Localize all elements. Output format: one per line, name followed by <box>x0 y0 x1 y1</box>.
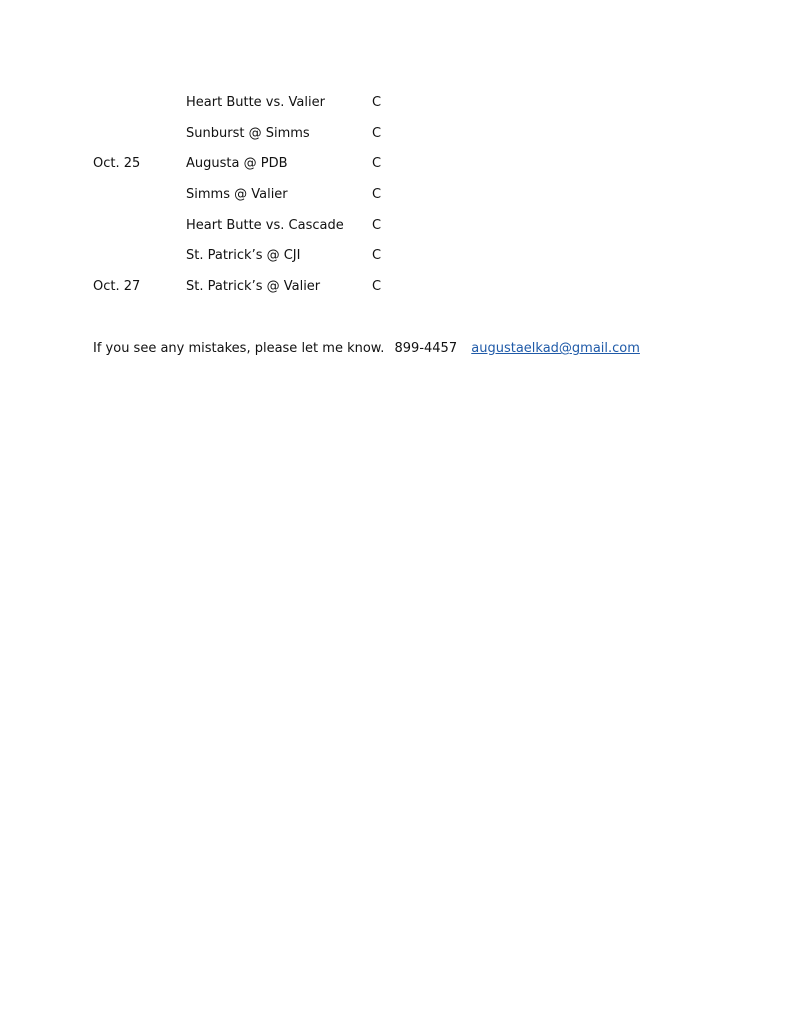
schedule-level: C <box>372 187 382 203</box>
schedule-row <box>93 154 513 185</box>
schedule-game: Simms @ Valier <box>186 187 288 203</box>
schedule-game: Sunburst @ Simms <box>186 125 310 141</box>
schedule-date: Oct. 25 <box>93 156 141 172</box>
schedule-row <box>93 93 513 124</box>
schedule-level: C <box>372 279 382 295</box>
schedule-row <box>93 185 513 216</box>
schedule-row <box>93 277 513 308</box>
schedule-date: Oct. 27 <box>93 279 141 295</box>
schedule-row <box>93 216 513 247</box>
schedule-level: C <box>372 217 382 233</box>
schedule-game: St. Patrick’s @ Valier <box>186 279 321 295</box>
schedule-level: C <box>372 95 382 110</box>
schedule-game: Heart Butte vs. Cascade <box>186 217 344 233</box>
game-schedule <box>93 93 513 308</box>
contact-note <box>93 339 640 359</box>
email-link[interactable]: augustaelkad@gmail.com <box>471 341 640 356</box>
schedule-game: Augusta @ PDB <box>186 156 288 172</box>
schedule-level: C <box>372 248 382 264</box>
schedule-level: C <box>372 156 382 172</box>
mistakes-note-text: If you see any mistakes, please let me know. <box>93 341 385 356</box>
phone-number: 899-4457 <box>394 341 458 356</box>
schedule-row <box>93 124 513 155</box>
schedule-level: C <box>372 125 382 141</box>
schedule-game: St. Patrick’s @ CJI <box>186 248 301 264</box>
schedule-row <box>93 246 513 277</box>
schedule-game: Heart Butte vs. Valier <box>186 95 325 110</box>
